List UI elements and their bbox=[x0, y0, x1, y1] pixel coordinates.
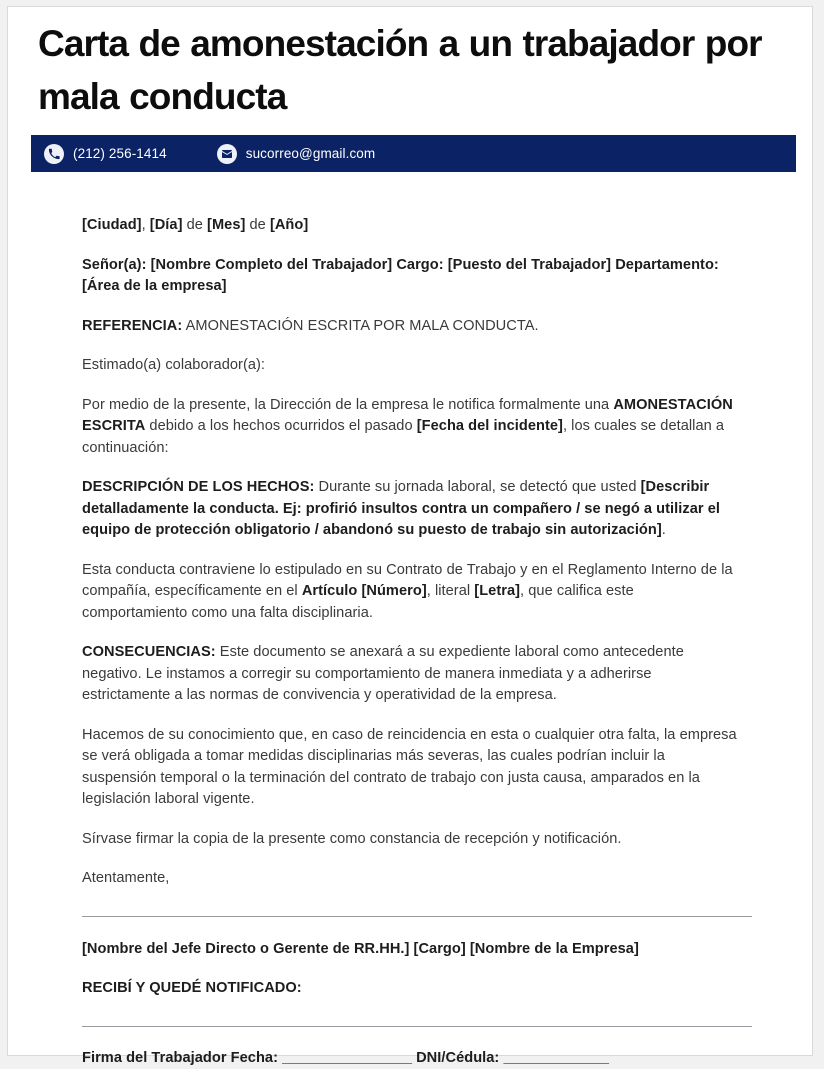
consequences-text: Este documento se anexará a su expediente laboral como antecedente negativo. Le instamos a corregir su comportamiento de manera inmediata y a adherirse estrictamente a las normas de convivencia y operatividad de la empresa. bbox=[82, 644, 684, 703]
contact-phone[interactable] bbox=[44, 144, 167, 164]
consequences-label: CONSECUENCIAS: bbox=[82, 644, 216, 660]
intro-bold-amonestacion: AMONESTACIÓN ESCRITA bbox=[82, 397, 733, 435]
intro-paragraph bbox=[82, 395, 738, 460]
regulation-part-1: Esta conducta contraviene lo estipulado en su Contrato de Trabajo y en el Reglamento Interno de la compañía, específicamente en el bbox=[82, 562, 733, 600]
worker-signature-label: Firma del Trabajador Fecha: bbox=[82, 1050, 282, 1066]
sign-request-paragraph: Sírvase firmar la copia de la presente como constancia de recepción y notificación. bbox=[82, 829, 738, 851]
recurrence-paragraph: Hacemos de su conocimiento que, en caso de reincidencia en esta o cualquier otra falta, la empresa se verá obligada a tomar medidas disciplinarias más severas, las cuales podrían incluir la suspensión temporal o la terminación del contrato de trabajo con justa causa, amparados en la legislación laboral vigente. bbox=[82, 725, 738, 811]
phone-icon bbox=[44, 144, 64, 164]
facts-text: Durante su jornada laboral, se detectó que usted bbox=[314, 479, 640, 495]
contact-bar bbox=[31, 135, 796, 172]
reference-label: REFERENCIA: bbox=[82, 318, 182, 334]
intro-part-1: Por medio de la presente, la Dirección de la empresa le notifica formalmente una bbox=[82, 397, 613, 413]
envelope-icon bbox=[217, 144, 237, 164]
intro-part-2: debido a los hechos ocurridos el pasado bbox=[145, 418, 416, 434]
date-day: [Día] bbox=[150, 217, 183, 233]
intro-bold-fecha: [Fecha del incidente] bbox=[417, 418, 563, 434]
recipient-block: Señor(a): [Nombre Completo del Trabajador] Cargo: [Puesto del Trabajador] Departamento: [Área de la empresa] bbox=[82, 255, 738, 298]
document-page bbox=[7, 6, 813, 1056]
email-address-text: sucorreo@gmail.com bbox=[246, 146, 376, 161]
consequences-paragraph bbox=[82, 642, 738, 707]
worker-dni-label: DNI/Cédula: bbox=[412, 1050, 503, 1066]
date-year: [Año] bbox=[270, 217, 308, 233]
regulation-letter: [Letra] bbox=[474, 583, 520, 599]
page-title: Carta de amonestación a un trabajador por mala conducta bbox=[8, 7, 812, 123]
manager-signature-line bbox=[82, 916, 752, 917]
regulation-paragraph bbox=[82, 560, 738, 625]
facts-end: . bbox=[662, 522, 666, 538]
date-city: [Ciudad] bbox=[82, 217, 142, 233]
reference-text: AMONESTACIÓN ESCRITA POR MALA CONDUCTA. bbox=[182, 318, 538, 334]
salutation: Estimado(a) colaborador(a): bbox=[82, 355, 738, 377]
date-de-1: de bbox=[182, 217, 207, 233]
date-month: [Mes] bbox=[207, 217, 245, 233]
worker-signature-fields bbox=[82, 1048, 738, 1069]
facts-label: DESCRIPCIÓN DE LOS HECHOS: bbox=[82, 479, 314, 495]
worker-date-blank[interactable]: ________________ bbox=[282, 1050, 412, 1066]
facts-placeholder: [Describir detalladamente la conducta. Ej: profirió insultos contra un compañero / se negó a utilizar el equipo de protección obligatorio / abandonó su puesto de trabajo sin autorización] bbox=[82, 479, 720, 538]
reference-line bbox=[82, 316, 738, 338]
letter-body bbox=[8, 215, 812, 1069]
closing-salutation: Atentamente, bbox=[82, 868, 738, 890]
phone-number-text: (212) 256-1414 bbox=[73, 146, 167, 161]
worker-signature-line bbox=[82, 1026, 752, 1027]
signer-block: [Nombre del Jefe Directo o Gerente de RR.HH.] [Cargo] [Nombre de la Empresa] bbox=[82, 939, 738, 961]
facts-paragraph bbox=[82, 477, 738, 542]
date-de-2: de bbox=[245, 217, 270, 233]
contact-email[interactable] bbox=[217, 144, 376, 164]
date-comma: , bbox=[142, 217, 150, 233]
regulation-article: Artículo [Número] bbox=[302, 583, 427, 599]
acknowledgement-heading: RECIBÍ Y QUEDÉ NOTIFICADO: bbox=[82, 978, 738, 1000]
date-line bbox=[82, 215, 738, 237]
intro-part-3: , los cuales se detallan a continuación: bbox=[82, 418, 724, 456]
worker-dni-blank[interactable]: _____________ bbox=[503, 1050, 609, 1066]
regulation-part-3: , que califica este comportamiento como una falta disciplinaria. bbox=[82, 583, 634, 621]
regulation-part-2: , literal bbox=[427, 583, 475, 599]
